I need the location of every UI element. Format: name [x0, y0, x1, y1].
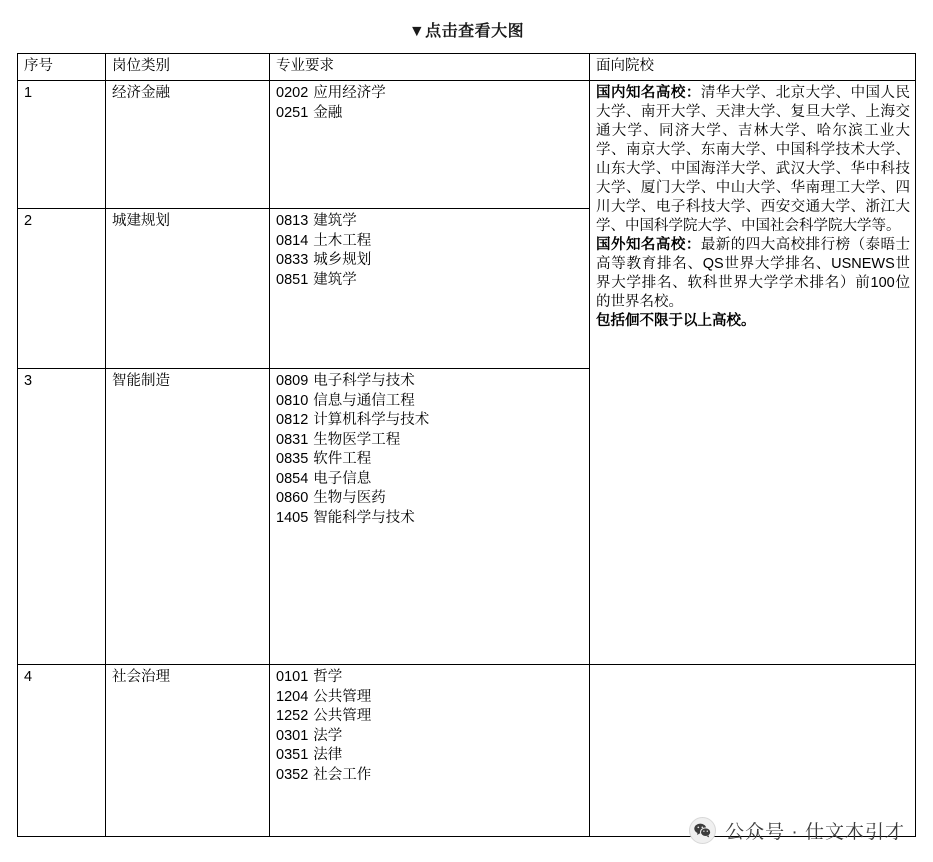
- list-item: [276, 509, 584, 529]
- row-no: 3: [18, 369, 106, 665]
- list-item: [276, 372, 584, 392]
- row-category: 智能制造: [106, 369, 270, 665]
- header-no: 序号: [18, 54, 106, 81]
- major-code: 0831: [276, 431, 309, 448]
- domestic-text: 清华大学、北京大学、中国人民大学、南开大学、天津大学、复旦大学、上海交通大学、同济大学、吉林大学、哈尔滨工业大学、南京大学、东南大学、中国科学技术大学、山东大学、中国海洋大学、武汉大学、华中科技大学、厦门大学、中山大学、华南理工大学、四川大学、电子科技大学、西安交通大学、浙江大学、中国科学院大学、中国社会科学院大学等。: [596, 85, 911, 234]
- list-item: [276, 212, 584, 232]
- major-name: 计算机科学与技术: [313, 412, 430, 428]
- major-code: 0860: [276, 490, 309, 506]
- list-item: [276, 668, 584, 688]
- list-item: [276, 232, 584, 252]
- list-item: [276, 84, 584, 104]
- list-item: [276, 431, 584, 451]
- list-item: [276, 766, 584, 786]
- major-name: 电子科学与技术: [313, 373, 415, 389]
- watermark-text: 公众号 · 仕文木引才: [725, 822, 905, 843]
- major-code: 0301: [276, 727, 309, 744]
- major-code: 0251: [276, 104, 309, 121]
- header-universities: 面向院校: [590, 54, 916, 81]
- table-row: [18, 665, 916, 837]
- major-name: 社会工作: [313, 766, 372, 783]
- list-item: [276, 251, 584, 271]
- overseas-universities: [596, 236, 910, 312]
- major-code: 0814: [276, 232, 309, 249]
- row-majors: [270, 209, 590, 369]
- row-no: 4: [18, 665, 106, 837]
- major-code: 0351: [276, 747, 309, 763]
- major-list: [276, 84, 584, 123]
- universities-cell: [590, 81, 916, 665]
- domestic-label: 国内知名高校：: [596, 85, 701, 101]
- table-header-row: [18, 54, 916, 81]
- page-title: ▼点击查看大图: [408, 23, 525, 40]
- major-code: 0809: [276, 373, 309, 389]
- major-code: 1204: [276, 688, 309, 705]
- list-item: [276, 470, 584, 490]
- list-item: [276, 727, 584, 747]
- major-name: 法律: [313, 747, 343, 763]
- domestic-universities: [596, 84, 910, 236]
- major-code: 0810: [276, 392, 309, 409]
- major-name: 金融: [313, 104, 343, 121]
- list-item: [276, 450, 584, 470]
- overseas-text: 最新的四大高校排行榜（泰晤士高等教育排名、QS世界大学排名、USNEWS世界大学排名、软科世界大学学术排名）前100位的世界名校。: [596, 237, 911, 310]
- major-name: 信息与通信工程: [313, 392, 415, 409]
- major-name: 公共管理: [313, 708, 372, 724]
- major-name: 土木工程: [313, 232, 372, 249]
- major-name: 建筑学: [313, 213, 357, 229]
- row-majors: [270, 369, 590, 665]
- header-category: 岗位类别: [106, 54, 270, 81]
- major-name: 法学: [313, 727, 343, 744]
- major-name: 城乡规划: [313, 252, 372, 268]
- list-item: [276, 392, 584, 412]
- major-name: 生物医学工程: [313, 431, 401, 448]
- list-item: [276, 746, 584, 766]
- major-name: 应用经济学: [313, 85, 386, 101]
- list-item: [276, 411, 584, 431]
- row-no: 1: [18, 81, 106, 209]
- requirements-table: [17, 53, 916, 837]
- list-item: [276, 104, 584, 124]
- major-code: 0835: [276, 451, 309, 467]
- major-list: [276, 212, 584, 290]
- list-item: [276, 688, 584, 708]
- major-code: 0202: [276, 85, 309, 101]
- major-code: 0101: [276, 669, 309, 685]
- row-majors: [270, 81, 590, 209]
- universities-cell-empty: [590, 665, 916, 837]
- major-code: 0812: [276, 412, 309, 428]
- major-name: 电子信息: [313, 470, 372, 487]
- row-category: 经济金融: [106, 81, 270, 209]
- list-item: [276, 271, 584, 291]
- list-item: [276, 707, 584, 727]
- major-name: 哲学: [313, 669, 343, 685]
- major-code: 1252: [276, 708, 309, 724]
- row-category: 社会治理: [106, 665, 270, 837]
- major-code: 1405: [276, 509, 309, 526]
- watermark: [689, 817, 905, 844]
- row-majors: [270, 665, 590, 837]
- major-code: 0854: [276, 470, 309, 487]
- major-name: 生物与医药: [313, 490, 386, 506]
- major-name: 智能科学与技术: [313, 509, 415, 526]
- major-code: 0813: [276, 213, 309, 229]
- major-name: 公共管理: [313, 688, 372, 705]
- list-item: [276, 489, 584, 509]
- row-no: 2: [18, 209, 106, 369]
- table-row: [18, 81, 916, 209]
- major-code: 0851: [276, 271, 309, 288]
- major-list: [276, 668, 584, 785]
- overseas-label: 国外知名高校：: [596, 237, 701, 253]
- major-code: 0833: [276, 252, 309, 268]
- universities-extra-note: 包括佪不限于以上高校。: [596, 313, 756, 329]
- row-category: 城建规划: [106, 209, 270, 369]
- major-name: 建筑学: [313, 271, 357, 288]
- header-major: 专业要求: [270, 54, 590, 81]
- wechat-icon: [689, 817, 716, 844]
- major-list: [276, 372, 584, 528]
- major-name: 软件工程: [313, 451, 372, 467]
- major-code: 0352: [276, 766, 309, 783]
